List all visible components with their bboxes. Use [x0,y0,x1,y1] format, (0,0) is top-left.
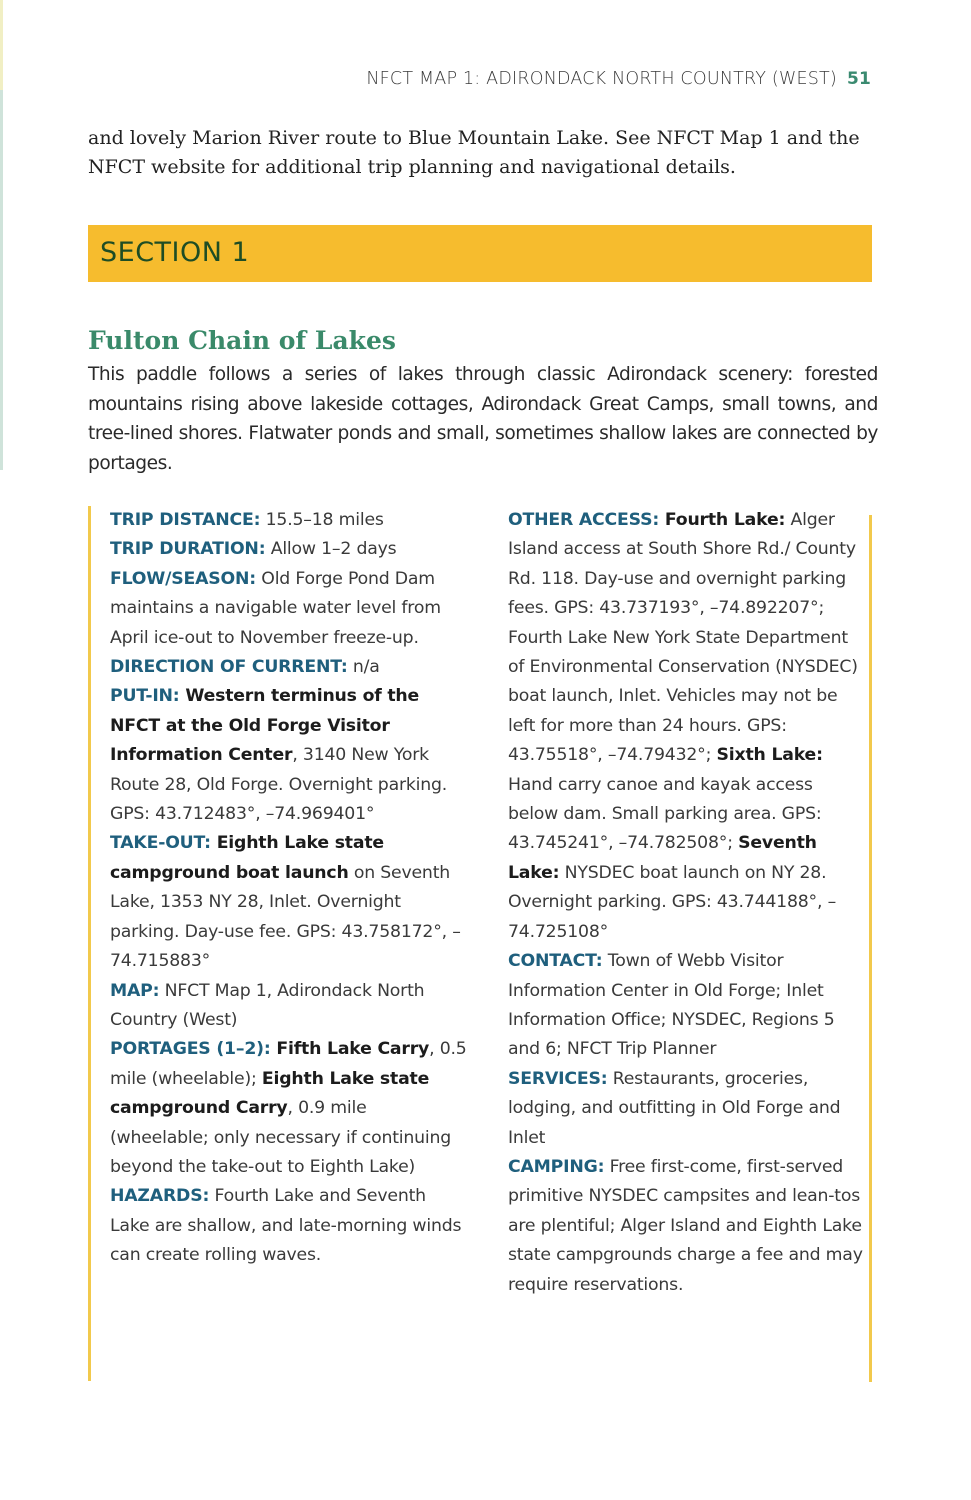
trip-distance-label: TRIP DISTANCE: [110,510,261,530]
route-title: Fulton Chain of Lakes [88,326,396,355]
take-out-label: TAKE-OUT: [110,833,211,854]
put-in-label: PUT-IN: [110,686,180,707]
direction-of-current [110,653,470,682]
intro-paragraph: and lovely Marion River route to Blue Mountain Lake. See NFCT Map 1 and the NFCT website for additional trip planning and navigational details. [88,127,860,178]
section-label: SECTION 1 [100,237,250,268]
flow-season-value: Old Forge Pond Dam maintains a navigable water level from April ice-out to November freeze-up. [110,568,441,648]
contact-label: CONTACT: [508,951,603,972]
map-info [110,977,470,1036]
trip-duration-label: TRIP DURATION: [110,539,266,560]
hazards-label: HAZARDS: [110,1186,210,1207]
access-fourth-lake: Fourth Lake: [659,510,786,530]
camping-value: Free first-come, first-served primitive NYSDEC campsites and lean-tos are plentiful; Alger Island and Eighth Lake state campgrounds charge a fee and may require reservations. [508,1156,863,1295]
portage-1-detail: , 0.5 mile (wheelable); [110,1039,467,1089]
map-value: NFCT Map 1, Adirondack North Country (West) [110,980,425,1030]
flow-season [110,565,470,653]
take-out-value: on Seventh Lake, 1353 NY 28, Inlet. Overnight parking. Day-use fee. GPS: 43.758172°, –74.715883° [110,862,461,972]
page-number: 51 [846,69,871,89]
services [508,1065,868,1153]
contact [508,947,868,1065]
other-access-label: OTHER ACCESS: [508,510,660,530]
camping-label: CAMPING: [508,1156,605,1177]
take-out-location: Eighth Lake state campground boat launch [110,833,384,883]
trip-duration [110,535,470,564]
access-fourth-lake-detail: Alger Island access at South Shore Rd./ County Rd. 118. Day-use and overnight parking fees. GPS: 43.737193°, –74.892207°; Fourth Lake New York State Department of Environmental Conservation (NYSDEC) boat launch, Inlet. Vehicles may not be left for more than 24 hours. GPS: 43.75518°, –74.79432°; [508,510,858,766]
page-edge-strip-top [0,0,3,90]
access-sixth-lake-detail: Hand carry canoe and kayak access below dam. Small parking area. GPS: 43.745241°, –74.782508°; [508,774,822,854]
trip-duration-value: Allow 1–2 days [265,539,397,560]
put-in [110,682,470,829]
services-label: SERVICES: [508,1068,608,1089]
put-in-location: Western terminus of the NFCT at the Old Forge Visitor Information Center [110,686,420,766]
services-value: Restaurants, groceries, lodging, and outfitting in Old Forge and Inlet [508,1068,841,1148]
flow-season-label: FLOW/SEASON: [110,568,257,589]
route-description: This paddle follows a series of lakes through classic Adirondack scenery: forested mountains rising above lakeside cottages, Adirondack Great Camps, small towns, and tree-lined shores. Flatwater ponds and small, sometimes shallow lakes are connected by portages. [88,364,878,474]
section-banner [88,225,872,282]
hazards [110,1182,470,1270]
contact-value: Town of Webb Visitor Information Center in Old Forge; Inlet Information Office; NYSDEC, Regions 5 and 6; NFCT Trip Planner [508,951,835,1060]
trip-distance-value: 15.5–18 miles [260,510,384,530]
trip-details-left [88,506,470,1381]
trip-details-right [508,506,868,1372]
running-head [366,68,871,89]
put-in-value: , 3140 New York Route 28, Old Forge. Overnight parking. GPS: 43.712483°, –74.969401° [110,745,448,825]
take-out [110,829,470,976]
portages-label: PORTAGES (1–2): [110,1039,271,1060]
other-access [508,506,868,947]
direction-label: DIRECTION OF CURRENT: [110,657,348,678]
camping [508,1153,868,1300]
map-label: MAP: [110,980,160,1001]
direction-value: n/a [347,657,380,678]
portage-2-detail: , 0.9 mile (wheelable; only necessary if continuing beyond the take-out to Eighth Lake) [110,1098,452,1177]
access-seventh-lake-detail: NYSDEC boat launch on NY 28. Overnight parking. GPS: 43.744188°, –74.725108° [508,862,837,942]
right-column-rule [869,515,872,1382]
access-seventh-lake: Seventh Lake: [508,833,817,883]
hazards-value: Fourth Lake and Seventh Lake are shallow, and late-morning winds can create rolling waves. [110,1186,462,1266]
portage-1-name: Fifth Lake Carry [270,1039,430,1060]
portages [110,1035,470,1182]
portage-2-name: Eighth Lake state campground Carry [110,1068,430,1119]
running-head-title: NFCT MAP 1: ADIRONDACK NORTH COUNTRY (WEST) [366,69,837,89]
access-sixth-lake: Sixth Lake: [716,745,823,766]
trip-distance [110,506,470,535]
